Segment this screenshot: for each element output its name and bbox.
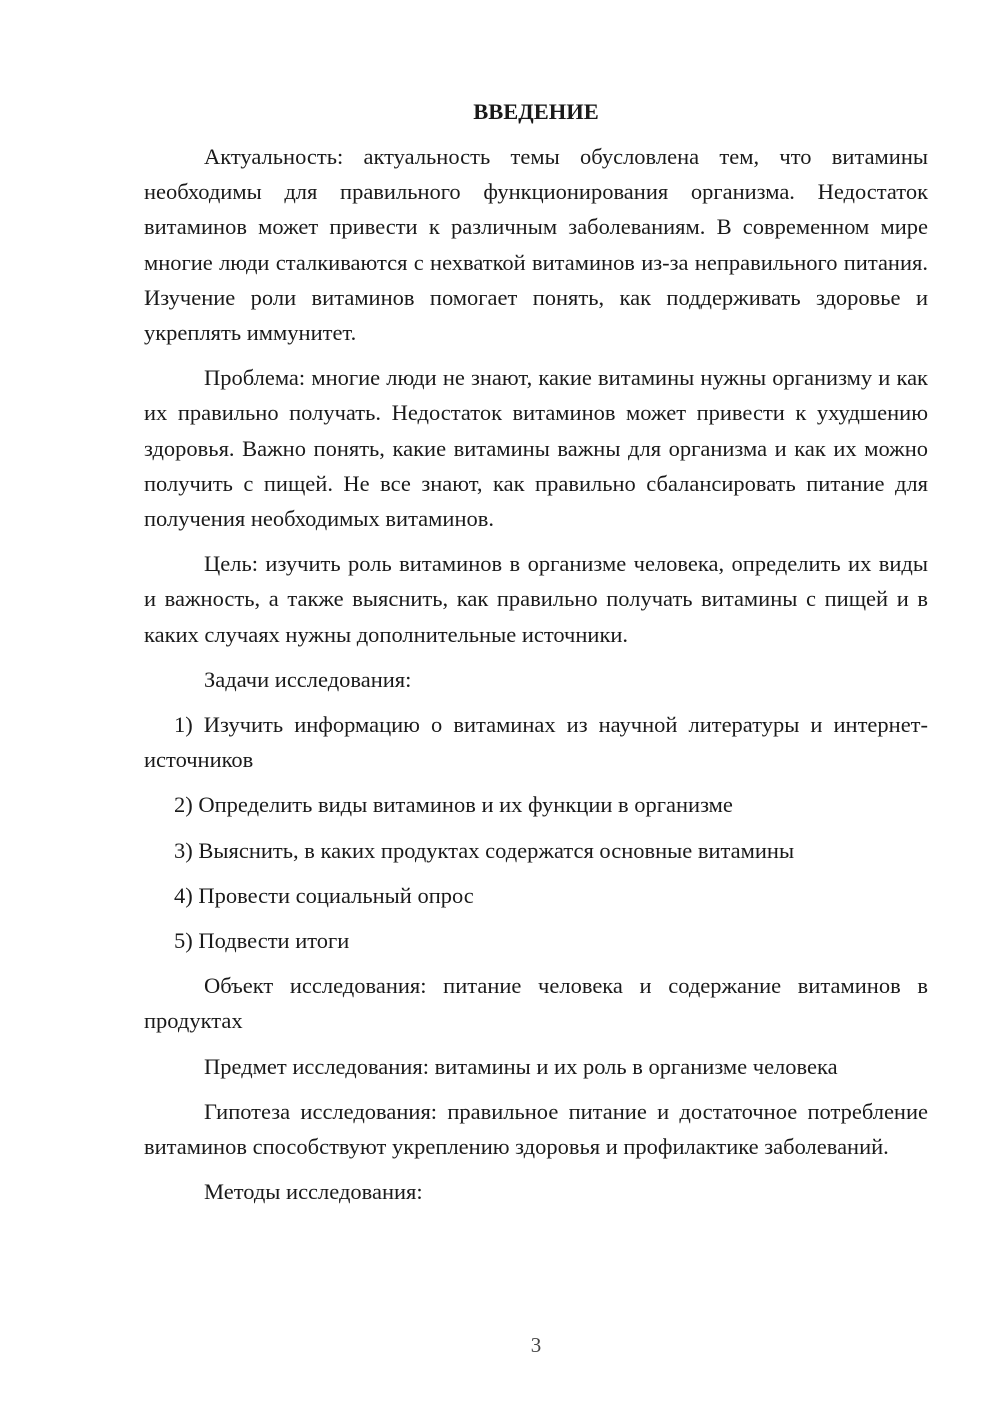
page-title: ВВЕДЕНИЕ bbox=[473, 99, 599, 124]
methods-heading: Методы исследования: bbox=[204, 1179, 423, 1205]
task-item-2: 2) Определить виды витаминов и их функции в организме bbox=[174, 792, 733, 818]
task-item-1: 1) Изучить информацию о витаминах из научной литературы и интернет-источников bbox=[144, 712, 928, 773]
page-number: 3 bbox=[530, 1333, 542, 1357]
tasks-heading: Задачи исследования: bbox=[204, 666, 412, 692]
problem-paragraph: Проблема: многие люди не знают, какие витамины нужны организму и как их правильно получать. Недостаток витаминов может привести к ухудшению здоровья. Важно понять, какие витамины важны для организма и как их можно получить с пищей. Не все знают, как правильно сбалансировать питание для получения необходимых витаминов. bbox=[144, 365, 928, 532]
goal-paragraph: Цель: изучить роль витаминов в организме человека, определить их виды и важность, а также выяснить, как правильно получать витамины с пищей и в каких случаях нужны дополнительные источники. bbox=[144, 551, 928, 647]
subject-paragraph: Предмет исследования: витамины и их роль в организме человека bbox=[204, 1053, 838, 1079]
task-item-4: 4) Провести социальный опрос bbox=[174, 882, 474, 908]
relevance-paragraph: Актуальность: актуальность темы обусловлена тем, что витамины необходимы для правильного функционирования организма. Недостаток витаминов может привести к различным заболеваниям. В современном мире многие люди сталкиваются с нехваткой витаминов из-за неправильного питания. Изучение роли витаминов помогает понять, как поддерживать здоровье и укреплять иммунитет. bbox=[144, 144, 928, 346]
task-item-3: 3) Выяснить, в каких продуктах содержатся основные витамины bbox=[174, 837, 795, 863]
hypothesis-paragraph: Гипотеза исследования: правильное питание и достаточное потребление витаминов способствуют укреплению здоровья и профилактике заболеваний. bbox=[144, 1098, 928, 1160]
document-body bbox=[144, 94, 928, 1219]
task-item-5: 5) Подвести итоги bbox=[174, 928, 350, 954]
object-paragraph: Объект исследования: питание человека и содержание витаминов в продуктах bbox=[144, 973, 928, 1034]
